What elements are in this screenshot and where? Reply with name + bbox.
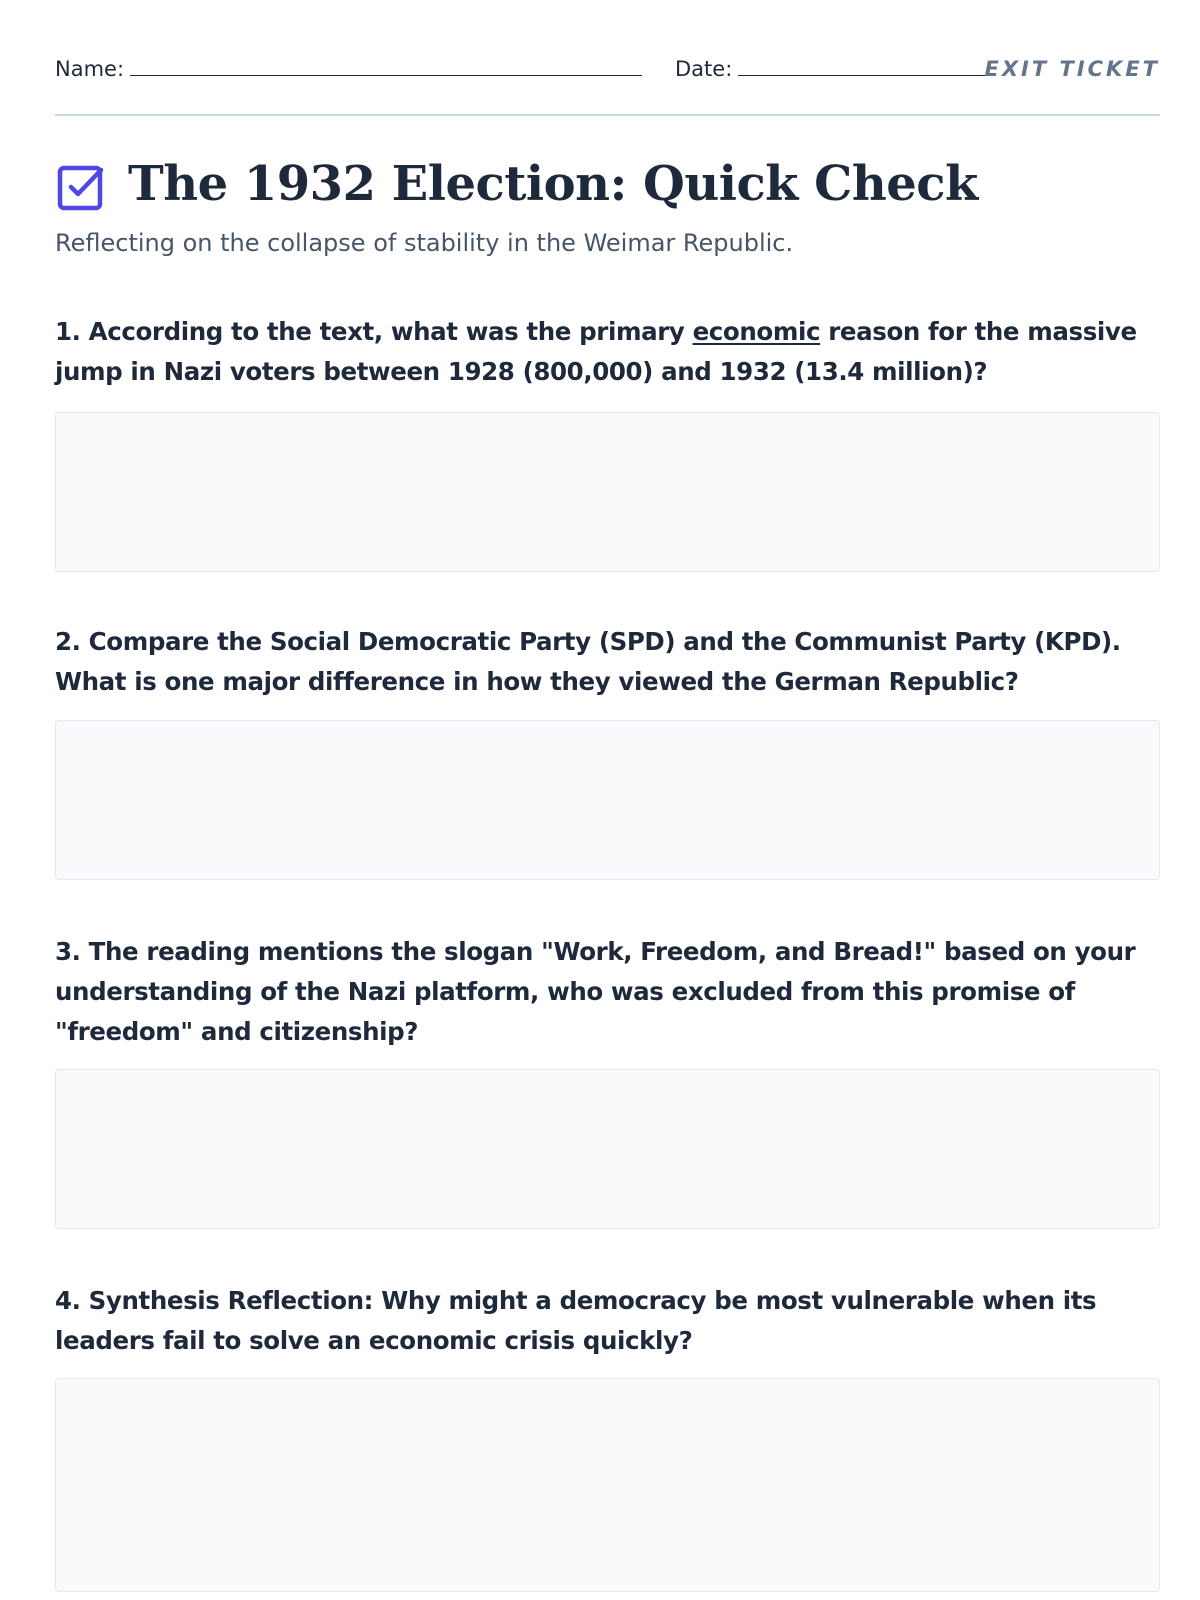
question-2 <box>55 622 1160 702</box>
worksheet-page <box>55 0 1160 1600</box>
title-row <box>55 156 1160 222</box>
page-title: The 1932 Election: Quick Check <box>128 156 978 212</box>
page-subtitle: Reflecting on the collapse of stability in the Weimar Republic. <box>55 229 794 257</box>
worksheet-header <box>55 55 1160 87</box>
name-field[interactable] <box>55 57 642 81</box>
question-4 <box>55 1281 1160 1361</box>
exit-ticket-badge: EXIT TICKET <box>984 57 1160 81</box>
answer-box-2[interactable] <box>55 720 1160 880</box>
question-1 <box>55 312 1160 392</box>
question-1-text-end: reason for the massive jump in Nazi voters between 1928 (800,000) and 1932 (13.4 million)? <box>55 317 1137 386</box>
question-1-text <box>55 312 1160 392</box>
answer-box-3[interactable] <box>55 1069 1160 1229</box>
question-3 <box>55 932 1160 1052</box>
answer-box-4[interactable] <box>55 1378 1160 1592</box>
name-label: Name: <box>55 57 125 81</box>
question-4-text: 4. Synthesis Reflection: Why might a democracy be most vulnerable when its leaders fail to solve an economic crisis quickly? <box>55 1286 1097 1355</box>
date-field[interactable] <box>675 57 988 81</box>
date-label: Date: <box>675 57 733 81</box>
question-3-text: 3. The reading mentions the slogan "Work, Freedom, and Bread!" based on your understanding of the Nazi platform, who was excluded from this promise of "freedom" and citizenship? <box>55 937 1136 1046</box>
checkbox-checked-icon <box>57 163 105 211</box>
header-divider <box>55 114 1160 116</box>
date-blank-line[interactable] <box>738 59 988 76</box>
answer-box-1[interactable] <box>55 412 1160 572</box>
question-1-text-start: 1. According to the text, what was the primary <box>55 317 693 346</box>
question-2-text: 2. Compare the Social Democratic Party (SPD) and the Communist Party (KPD). What is one major difference in how they viewed the German Republic? <box>55 627 1121 696</box>
name-blank-line[interactable] <box>130 59 642 76</box>
question-1-emphasis: economic <box>692 317 821 346</box>
